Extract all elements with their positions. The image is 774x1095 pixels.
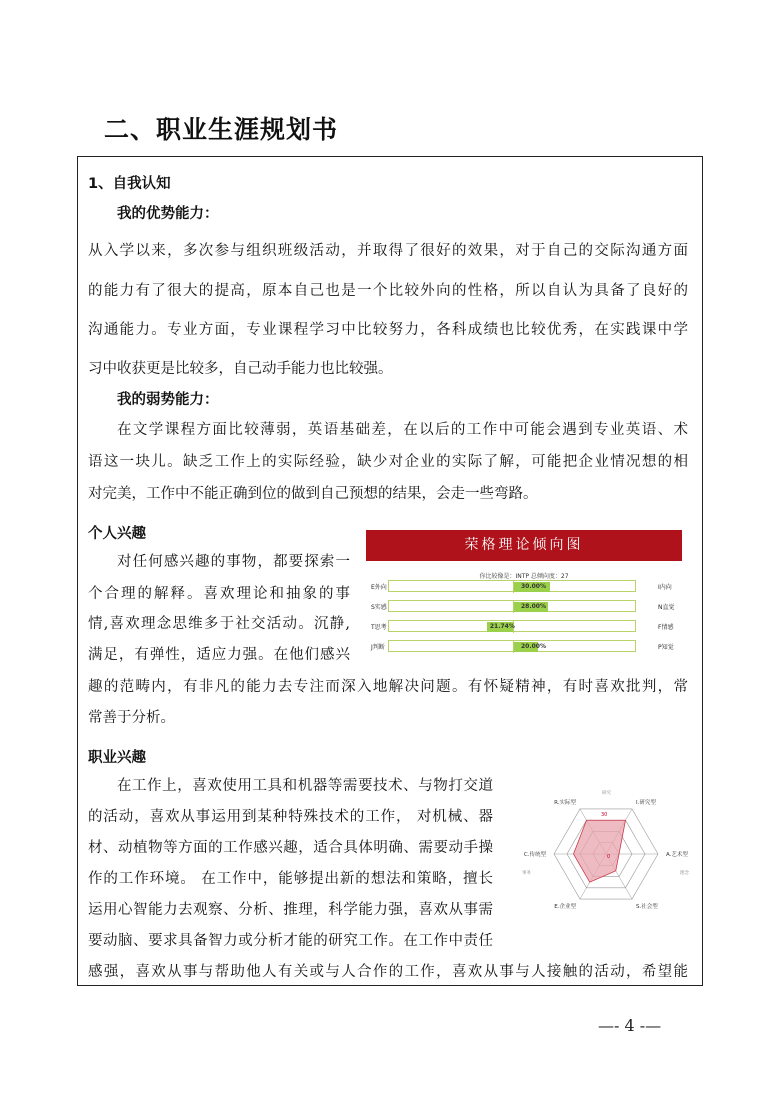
page-heading: 二、职业生涯规划书 <box>104 115 339 144</box>
weaknesses-line: 语这一块儿。缺乏工作上的实际经验，缺少对企业的实际了解，可能把企业情况想的相 <box>88 454 688 470</box>
radar-axis-label: A.艺术型 <box>666 852 688 858</box>
jung-bar-value: 20.00% <box>521 643 546 650</box>
radar-tick-label: 30 <box>601 812 608 818</box>
personal-interest-line: 常善于分析。 <box>88 710 175 726</box>
weaknesses-title: 我的弱势能力： <box>117 392 219 408</box>
holland-radar-chart <box>520 788 700 928</box>
radar-axis-label: I.研究型 <box>636 800 656 807</box>
jung-bar-value: 21.74% <box>489 623 515 630</box>
jung-row <box>366 620 682 634</box>
radar-top-label: 研究 <box>602 791 611 796</box>
career-interest-line: 运用心智能力去观察、分析、推理，科学能力强，喜欢从事需 <box>88 902 493 918</box>
jung-chart-title: 荣格理论倾向图 <box>366 530 682 561</box>
personal-interest-line: 满足，有弹性，适应力强。在他们感兴 <box>88 647 350 663</box>
personal-interest-line: 对任何感兴趣的事物，都要探索一 <box>117 554 350 570</box>
strengths-line: 的能力有了很大的提高，原本自己也是一个比较外向的性格，所以自认为具备了良好的 <box>88 283 688 299</box>
radar-left-label: 事务 <box>522 871 531 876</box>
career-interest-line: 的活动，喜欢从事运用到某种特殊技术的工作， 对机械、器 <box>88 809 493 825</box>
radar-axis-label: R.实际型 <box>554 800 576 807</box>
jung-bar-track <box>388 640 636 652</box>
jung-row <box>366 580 682 594</box>
strengths-line: 从入学以来，多次参与组织班级活动，并取得了很好的效果，对于自己的交际沟通方面 <box>88 243 688 259</box>
career-interest-line: 在工作上，喜欢使用工具和机器等需要技术、与物打交道 <box>117 778 493 794</box>
jung-bar-track <box>388 600 636 612</box>
jung-row <box>366 640 682 654</box>
jung-bar-value: 28.00% <box>521 603 546 610</box>
weaknesses-line: 对完美，工作中不能正确到位的做到自己预想的结果，会走一些弯路。 <box>88 486 538 502</box>
career-interest-line: 材、动植物等方面的工作感兴趣，适合具体明确、需要动手操 <box>88 840 493 856</box>
jung-bar-track <box>388 620 636 632</box>
section-title: 1、自我认知 <box>88 176 171 192</box>
radar-axis-label: E.企业型 <box>554 903 576 910</box>
jung-left-label: T思考 <box>371 624 387 631</box>
jung-tendency-chart <box>366 530 682 662</box>
strengths-title: 我的优势能力： <box>117 206 219 222</box>
jung-right-label: I内向 <box>658 584 672 591</box>
career-interest-line: 要动脑、要求具备智力或分析才能的研究工作。在工作中责任 <box>88 933 493 949</box>
jung-left-label: J判断 <box>371 644 385 651</box>
personal-interest-title: 个人兴趣 <box>88 526 146 542</box>
radar-axis-label: C.传统型 <box>523 852 546 858</box>
career-interest-title: 职业兴趣 <box>88 750 146 766</box>
personal-interest-line: 情,喜欢理念思维多于社交活动。沉静, <box>88 616 350 632</box>
strengths-line: 习中收获更是比较多，自己动手能力也比较强。 <box>88 361 393 377</box>
radar-right-label: 理念 <box>680 871 689 876</box>
radar-tick-label: 0 <box>607 854 611 860</box>
career-interest-line: 作的工作环境。 在工作中，能够提出新的想法和策略，擅长 <box>88 871 493 887</box>
personal-interest-line: 个合理的解释。喜欢理论和抽象的事 <box>88 586 350 602</box>
career-interest-line: 感强，喜欢从事与帮助他人有关或与人合作的工作，喜欢从事与人接触的活动，希望能 <box>88 964 688 980</box>
personal-interest-line: 趣的范畴内，有非凡的能力去专注而深入地解决问题。有怀疑精神，有时喜欢批判，常 <box>88 679 688 695</box>
jung-left-label: E外向 <box>371 584 387 591</box>
jung-bar-value: 30.00% <box>521 583 546 590</box>
strengths-line: 沟通能力。专业方面，专业课程学习中比较努力，各科成绩也比较优秀，在实践课中学 <box>88 322 688 338</box>
jung-left-label: S实感 <box>371 604 387 611</box>
jung-row <box>366 600 682 614</box>
page-number: —- 4 -— <box>598 1016 662 1035</box>
radar-axis-label: S.社会型 <box>636 903 658 910</box>
jung-chart-subtitle: 你比较像是：INTP 总倾向度：27 <box>479 573 569 580</box>
jung-bar-track <box>388 580 636 592</box>
jung-right-label: P知觉 <box>658 644 674 651</box>
jung-right-label: F情感 <box>658 624 674 631</box>
jung-right-label: N直觉 <box>658 604 675 611</box>
weaknesses-line: 在文学课程方面比较薄弱，英语基础差，在以后的工作中可能会遇到专业英语、术 <box>117 422 688 438</box>
